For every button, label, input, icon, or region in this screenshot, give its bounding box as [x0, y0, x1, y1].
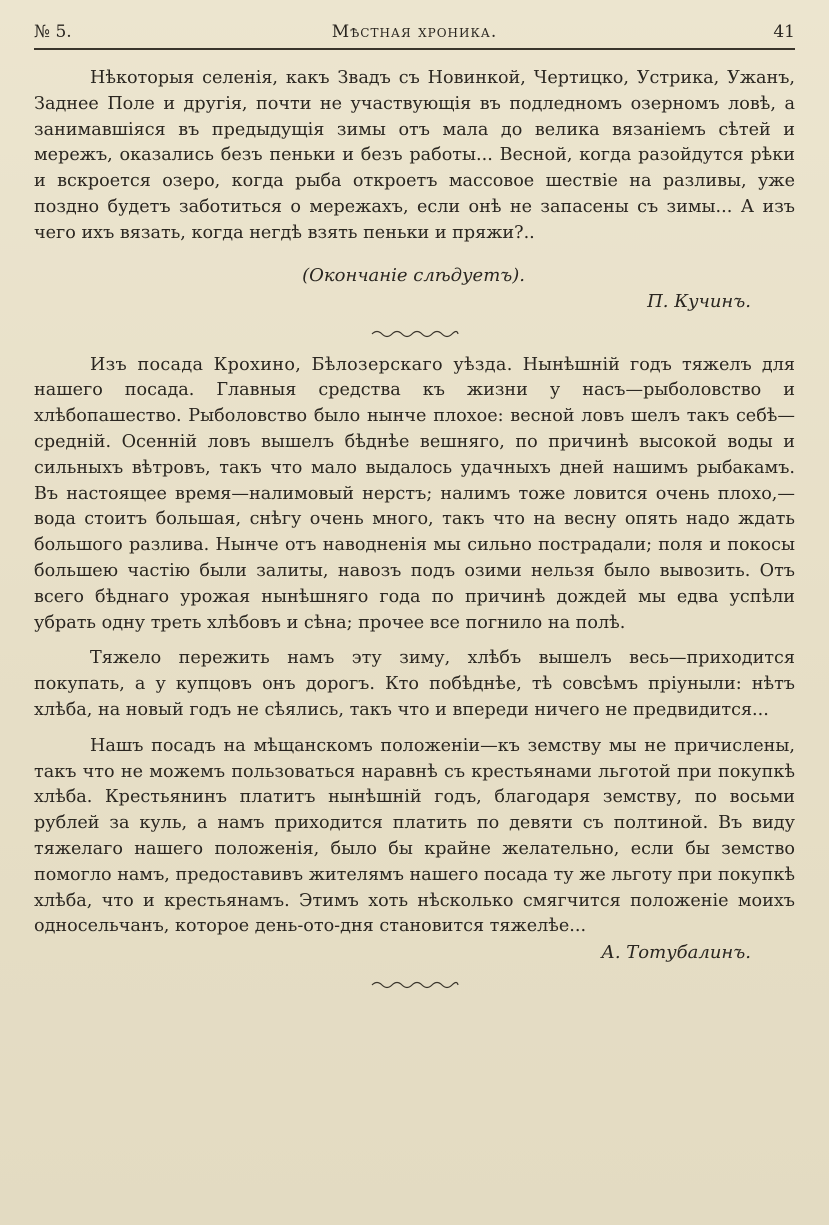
article2-paragraph-1 [34, 353, 795, 637]
article2-place-heading: Изъ посада Крохино, Бѣлозерскаго уѣзда. [90, 354, 513, 375]
section-divider-bottom [34, 976, 795, 996]
article2-paragraph-2: Тяжело пережить намъ эту зиму, хлѣбъ вышелъ весь—приходится покупать, а у купцовъ онъ дорогъ. Кто побѣднѣе, тѣ совсѣмъ пріуныли: нѣтъ хлѣба, на новый годъ не сѣялись, такъ что и впереди ничего не предвидится... [34, 648, 795, 720]
article2-paragraph-3: Нашъ посадъ на мѣщанскомъ положеніи—къ земству мы не причислены, такъ что не можемъ пользоваться наравнѣ съ крестьянами льготой при покупкѣ хлѣба. Крестьянинъ платитъ нынѣшній годъ, благодаря земству, по восьми рублей за куль, а намъ приходится платить по девяти съ полтиной. Въ виду тяжелаго нашего положенія, было бы крайне желательно, если бы земство помогло намъ, предоставивъ жителямъ нашего посада ту же льготу при покупкѣ хлѣба, что и крестьянамъ. Этимъ хоть нѣсколько смягчится положеніе моихъ односельчанъ, которое день-ото-дня становится тяжелѣе... [34, 735, 795, 937]
running-header [34, 22, 795, 50]
article1-signature: П. Кучинъ. [647, 290, 751, 312]
issue-number: № 5. [34, 22, 72, 42]
wavy-divider-icon [370, 979, 460, 991]
article2-signature: А. Тотубалинъ. [601, 942, 751, 964]
page-body [34, 66, 795, 1004]
section-divider [34, 325, 795, 345]
article1-paragraph: Нѣкоторыя селенія, какъ Звадъ съ Новинкой, Чертицко, Устрика, Ужанъ, Заднее Поле и другія, почти не участвующія въ подледномъ озерномъ ловѣ, а занимавшіяся въ предыдущія зимы отъ мала до велика вязаніемъ сѣтей и мережъ, оказались безъ пеньки и безъ работы... Весной, когда разойдутся рѣки и вскроется озеро, когда рыба откроетъ массовое шествіе на разливы, уже поздно будетъ заботиться о мережахъ, если онѣ не запасены съ зимы... А изъ чего ихъ вязать, когда негдѣ взять пеньки и пряжи?.. [34, 68, 795, 243]
article2-paragraph-1-text: Нынѣшній годъ тяжелъ для нашего посада. Главныя средства къ жизни у насъ—рыболовство и хлѣбопашество. Рыболовство было нынче плохое: весной ловъ шелъ такъ себѣ—средній. Осенній ловъ вышелъ бѣднѣе вешняго, по причинѣ высокой воды и сильныхъ вѣтровъ, такъ что мало выдалось удачныхъ дней нашимъ рыбакамъ. Въ настоящее время—налимовый нерстъ; налимъ тоже ловится очень плохо,—вода стоитъ большая, снѣгу очень много, такъ что на весну опять надо ждать большого разлива. Нынче отъ наводненія мы сильно пострадали; поля и покосы большею частію были залиты, навозъ подъ озими нельзя было вывозить. Отъ всего бѣднаго урожая нынѣшняго года по причинѣ дождей мы едва успѣли убрать одну треть хлѣбовъ и сѣна; прочее все погнило на полѣ. [34, 354, 795, 633]
page-number: 41 [773, 22, 795, 42]
continuation-note: (Окончаніе слѣдуетъ). [302, 264, 525, 286]
wavy-divider-icon [370, 328, 460, 340]
section-title: Мѣстная хроника. [331, 22, 498, 42]
